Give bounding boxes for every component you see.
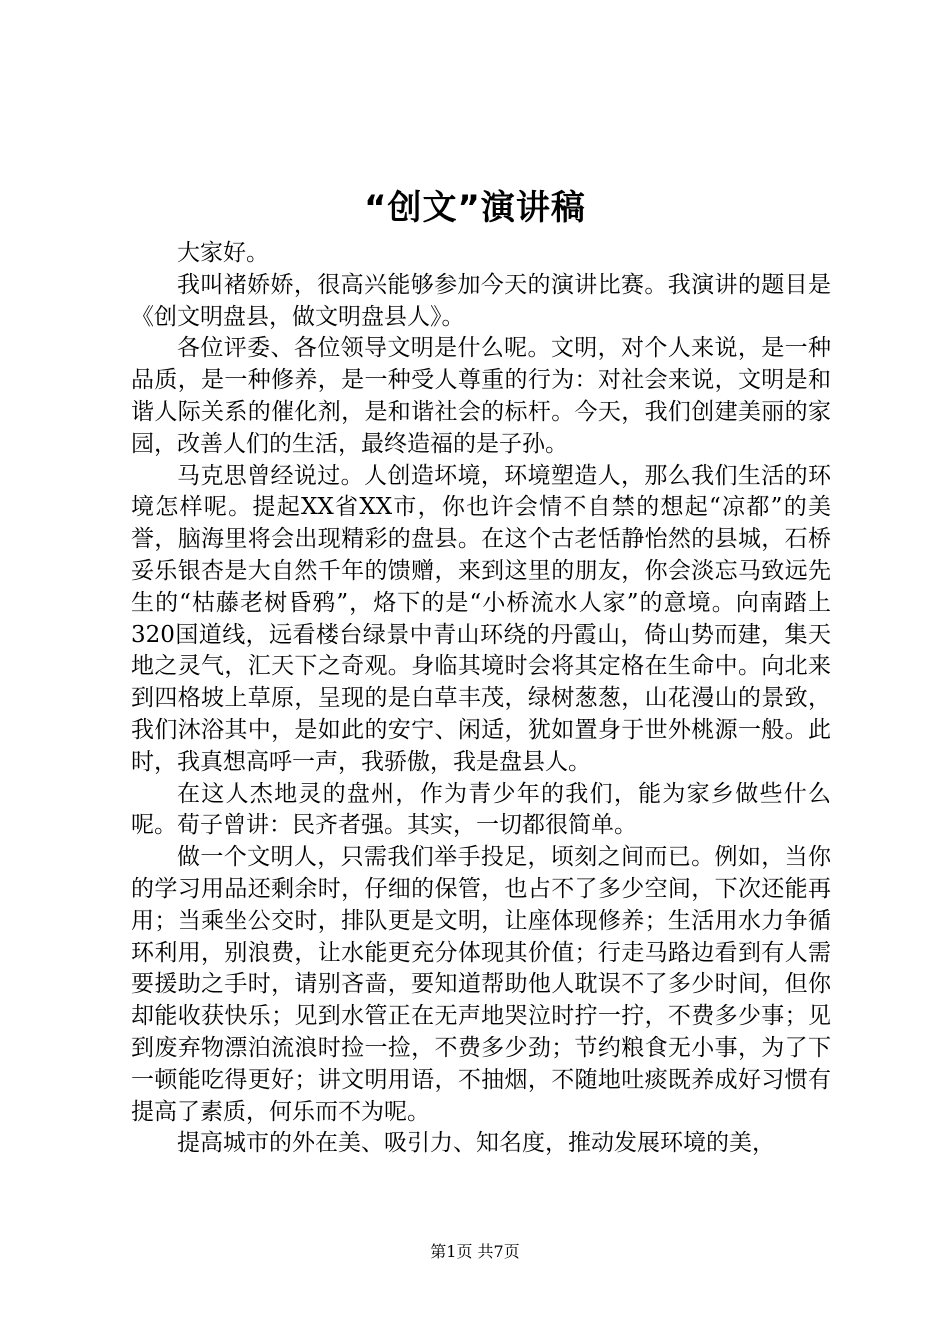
paragraph-civilized-person: 做一个文明人，只需我们举手投足，顷刻之间而已。例如，当你的学习用品还剩余时，仔细的保管，也占不了多少空间，下次还能再用；当乘坐公交时，排队更是文明，让座体现修养；生活用水力争循环利用，别浪费，让水能更充分体现其价值；行走马路边看到有人需要援助之手时，请别吝啬，要知道帮助他人耽误不了多少时间，但你却能收获快乐；见到水管正在无声地哭泣时拧一拧，不费多少事；见到废弃物漂泊流浪时捡一捡，不费多少劲；节约粮食无小事，为了下一顿能吃得更好；讲文明用语，不抽烟，不随地吐痰既养成好习惯有提高了素质，何乐而不为呢。 xyxy=(131,844,831,1125)
paragraph-civilization-meaning: 各位评委、各位领导文明是什么呢。文明，对个人来说，是一种品质，是一种修养，是一种受人尊重的行为：对社会来说，文明是和谐人际关系的催化剂，是和谐社会的标杆。今天，我们创建美丽的家园，改善人们的生活，最终造福的是子孙。 xyxy=(131,335,831,457)
paragraph-introduction: 我叫褚娇娇，很高兴能够参加今天的演讲比赛。我演讲的题目是《创文明盘县，做文明盘县人》。 xyxy=(131,271,831,330)
document-title: “创文”演讲稿 xyxy=(364,188,586,228)
paragraph-youth-role: 在这人杰地灵的盘州，作为青少年的我们，能为家乡做些什么呢。荀子曾讲：民齐者强。其实，一切都很简单。 xyxy=(131,780,831,839)
document-body xyxy=(131,238,831,1160)
page-footer: 第1页 共7页 xyxy=(430,1242,520,1261)
paragraph-city-beauty: 提高城市的外在美、吸引力、知名度，推动发展环境的美， xyxy=(177,1130,775,1157)
paragraph-greeting: 大家好。 xyxy=(177,240,269,266)
paragraph-environment: 马克思曾经说过。人创造坏境，环境塑造人，那么我们生活的环境怎样呢。提起XX省XX市，你也许会情不自禁的想起“凉都”的美誉，脑海里将会出现精彩的盘县。在这个古老恬静怡然的县城，石桥妥乐银杏是大自然千年的馈赠，来到这里的朋友，你会淡忘马致远先生的“枯藤老树昏鸦”，烙下的是“小桥流水人家”的意境。向南踏上320国道线，远看楼台绿景中青山环绕的丹霞山，倚山势而建，集天地之灵气，汇天下之奇观。身临其境时会将其定格在生命中。向北来到四格坡上草原，呈现的是白草丰茂，绿树葱葱，山花漫山的景致，我们沐浴其中，是如此的安宁、闲适，犹如置身于世外桃源一般。此时，我真想高呼一声，我骄傲，我是盘县人。 xyxy=(131,462,831,775)
